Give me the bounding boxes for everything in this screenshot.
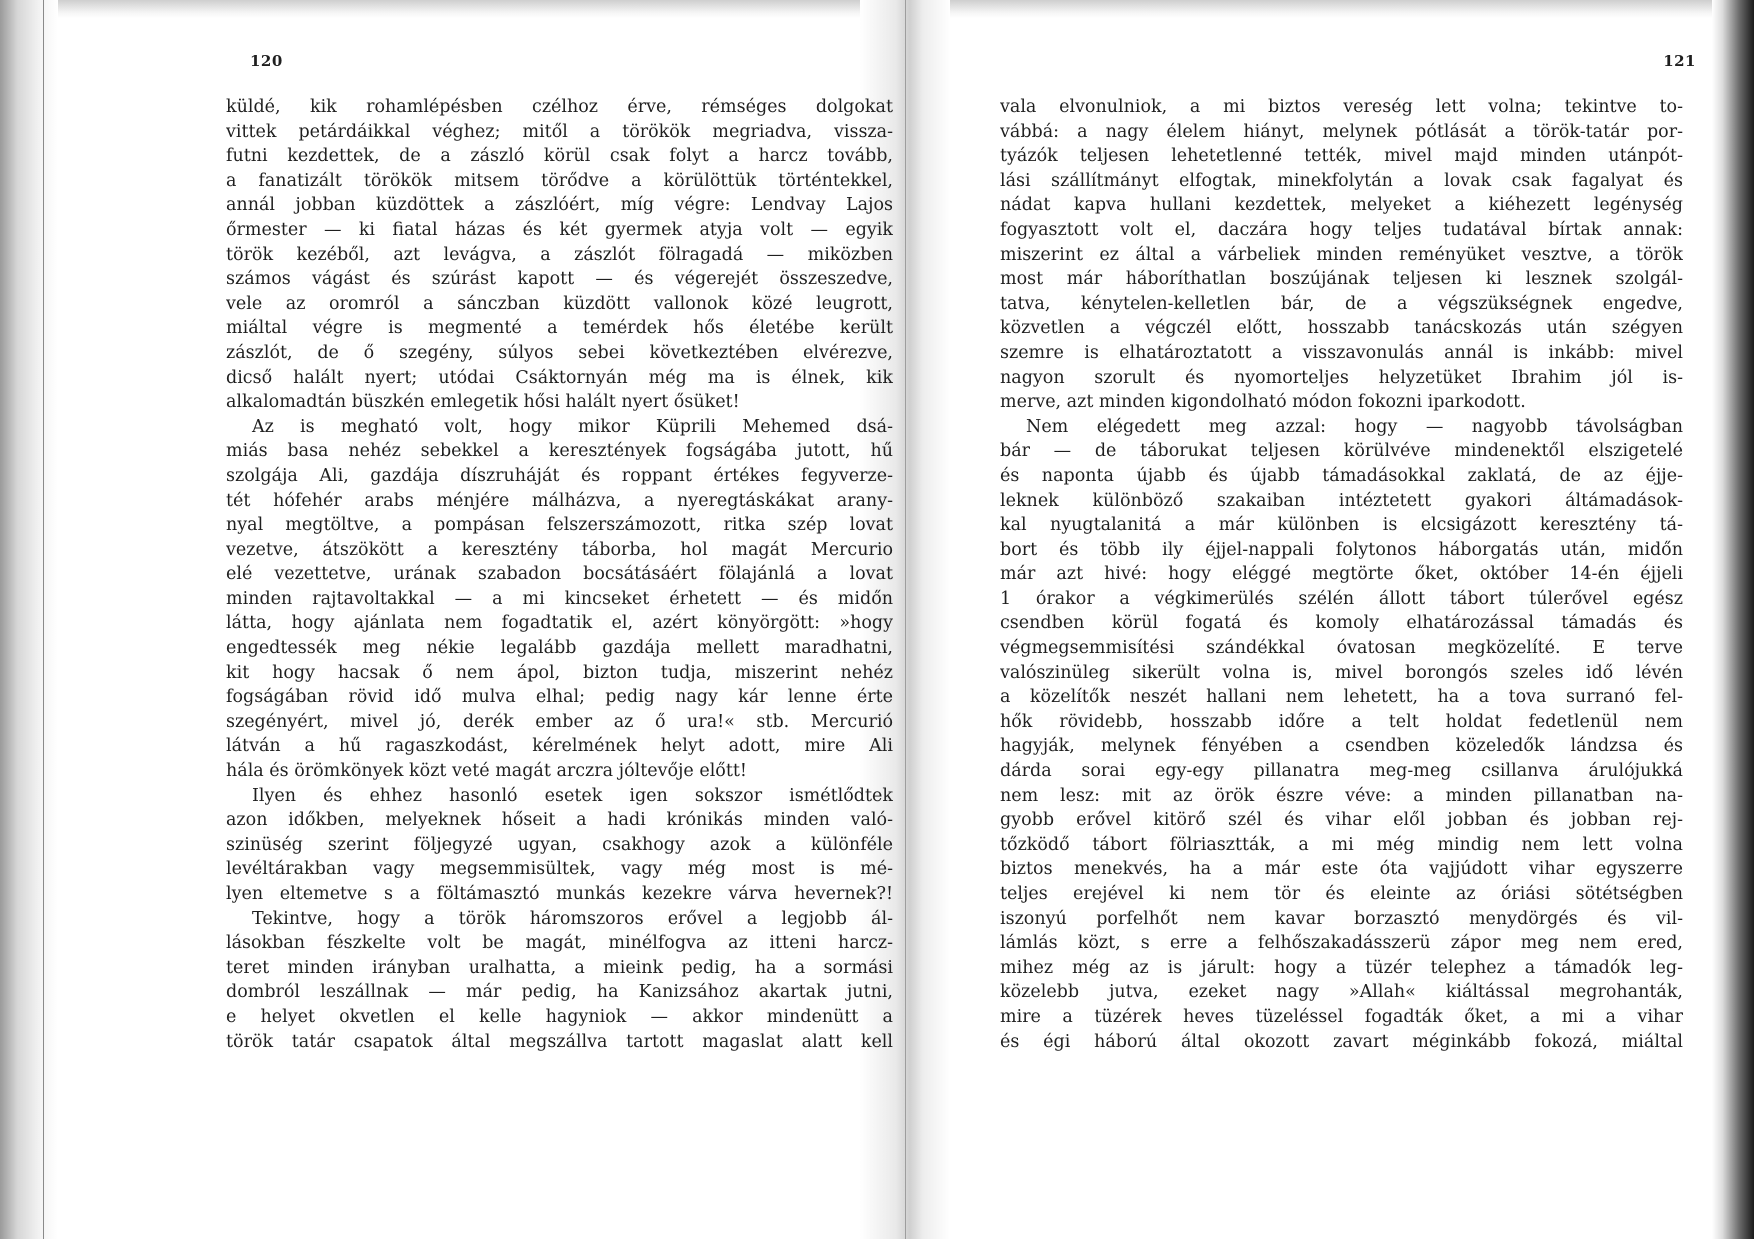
- text-line: futni kezdettek, de a zászló körül csak folyt a harcz tovább,: [226, 146, 893, 167]
- text-line: levéltárakban vagy megsemmisültek, vagy még most is mé-: [226, 859, 893, 880]
- text-line: török kezéből, azt levágva, a zászlót fölragadá — miközben: [226, 244, 893, 265]
- text-line: dicső halált nyert; utódai Csáktornyán még ma is élnek, kik: [226, 367, 893, 388]
- text-line: fogságában rövid idő mulva elhal; pedig nagy kár lenne érte: [226, 687, 893, 708]
- text-line: vezetve, átszökött a keresztény táborba, hol magát Mercurio: [226, 539, 893, 560]
- text-line: Nem elégedett meg azzal: hogy — nagyobb távolságban: [1026, 416, 1683, 437]
- text-line: látta, hogy ajánlata nem fogadtatik el, azért könyörgött: »hogy: [226, 613, 893, 634]
- text-line: Ilyen és ehhez hasonló esetek igen sokszor ismétlődtek: [252, 785, 893, 806]
- text-line: vittek petárdáikkal véghez; mitől a törökök megriadva, vissza-: [226, 121, 893, 142]
- text-line: lámlás közt, s erre a felhőszakadásszerü zápor meg nem ered,: [1000, 933, 1683, 954]
- text-line: már azt hivé: hogy eléggé megtörte őket, október 14-én éjjeli: [1000, 564, 1683, 585]
- text-line: számos vágást és szúrást kapott — és végerejét összeszedve,: [226, 269, 893, 290]
- text-line: gyobb erővel kitörő szél és vihar elől jobban és jobban rej-: [1000, 810, 1683, 831]
- text-line: szinüség szerint följegyzé ugyan, csakhogy azok a különféle: [226, 834, 893, 855]
- text-line: most már háboríthatlan boszújának teljesen ki lesznek szolgál-: [1000, 269, 1683, 290]
- text-line: dombról leszállnak — már pedig, ha Kanizsához akartak jutni,: [226, 982, 893, 1003]
- text-line: iszonyú porfelhőt nem kavar borzasztó menydörgés és vil-: [1000, 908, 1683, 929]
- text-line: elé vezettetve, urának szabadon bocsátásáért fölajánlá a lovat: [226, 564, 893, 585]
- text-line: bort és több ily éjjel-nappali folytonos háborgatás után, midőn: [1000, 539, 1683, 560]
- text-line: zászlót, de ő szegény, súlyos sebei következtében elvérezve,: [226, 342, 893, 363]
- text-line: teret minden irányban uralhatta, a mieink pedig, ha a sormási: [226, 957, 893, 978]
- text-line: a fanatizált törökök mitsem törődve a körülöttük történtekkel,: [226, 170, 893, 191]
- text-line: tatva, kénytelen-kelletlen bár, de a végszükségnek engedve,: [1000, 293, 1683, 314]
- text-line: lyen eltemetve s a föltámasztó munkás kezekre várva hevernek?!: [226, 884, 893, 904]
- text-line: tét hófehér arabs ménjére málházva, a nyeregtáskákat arany-: [226, 490, 893, 511]
- text-line: fogyasztott volt el, daczára hogy teljes tudatával bírtak annak:: [1000, 219, 1683, 240]
- text-line: bár — de táborukat teljesen körülvéve mindenektől elszigetelé: [1000, 441, 1683, 462]
- text-line: nagyon szorult és nyomorteljes helyzetüket Ibrahim jól is-: [1000, 367, 1683, 388]
- text-line: valószinüleg sikerült volna is, mivel borongós szeles idő lévén: [1000, 662, 1683, 683]
- text-line: nádat kapva hullani kezdettek, melyeket a kiéhezett legénység: [1000, 195, 1683, 216]
- text-line: és égi háború által okozott zavart méginkább fokozá, miáltal: [1000, 1031, 1683, 1052]
- text-line: tyázók teljesen lehetetlenné tették, mivel majd minden utánpót-: [1000, 146, 1683, 167]
- right-page-number: 121: [1663, 52, 1696, 70]
- text-line: szolgája Ali, gazdája díszruháját és roppant értékes fegyverze-: [226, 465, 893, 486]
- text-line: mire a tüzérek heves tüzeléssel fogadták őket, a mi a vihar: [1000, 1006, 1683, 1027]
- text-line: vábbá: a nagy élelem hiányt, melynek pótlását a török-tatár por-: [1000, 121, 1683, 142]
- text-line: csendben körül fogatá és komoly elhatározással támadás és: [1000, 613, 1683, 634]
- text-line: miás basa nehéz sebekkel a keresztények fogságába jutott, hű: [226, 441, 893, 462]
- right-book-edge: [1712, 0, 1754, 1239]
- text-line: hagyják, melynek fényében a csendben közeledők lándzsa és: [1000, 736, 1683, 757]
- text-line: vele az oromról a sánczban küzdött vallonok közé leugrott,: [226, 293, 893, 314]
- text-line: teljes erejével ki nem tör és eleinte az óriási sötétségben: [1000, 884, 1683, 904]
- text-line: török tatár csapatok által megszállva tartott magaslat alatt kell: [226, 1031, 893, 1052]
- text-line: minden rajtavoltakkal — a mi kincseket érhetett — és midőn: [226, 588, 893, 609]
- left-page: [58, 0, 893, 1239]
- text-line: közelebb jutva, ezeket nagy »Allah« kiáltással megrohanták,: [1000, 982, 1683, 1003]
- text-line: nyal megtöltve, a pompásan felszerszámozott, ritka szép lovat: [226, 515, 893, 536]
- text-line: Tekintve, hogy a török háromszoros erővel a legjobb ál-: [252, 908, 893, 929]
- left-page-number: 120: [250, 52, 283, 70]
- text-line: látván a hű ragaszkodást, kérelmének helyt adott, mire Ali: [226, 736, 893, 757]
- text-line: biztos menekvés, ha a már este óta vajjúdott vihar egyszerre: [1000, 859, 1683, 880]
- text-line: hők rövidebb, hosszabb időre a telt holdat fedetlenül nem: [1000, 711, 1683, 732]
- text-line: és naponta újabb és újabb támadásokkal zaklatá, de az éjje-: [1000, 465, 1683, 486]
- text-line: annál jobban küzdöttek a zászlóért, míg végre: Lendvay Lajos: [226, 195, 893, 216]
- text-line: merve, azt minden kigondolható módon fokozni iparkodott.: [1000, 392, 1526, 413]
- text-line: 1 órakor a végkimerülés szélén állott tábort túlerővel egész: [1000, 588, 1683, 609]
- text-line: lásokban fészkelte volt be magát, minélfogva az itteni harcz-: [226, 933, 893, 954]
- text-line: tőzködő tábort fölriasztták, a mi még mindig nem lett volna: [1000, 834, 1683, 855]
- text-line: közvetlen a végczél előtt, hosszabb tanácskozás után szégyen: [1000, 318, 1683, 339]
- text-line: őrmester — ki fiatal házas és két gyermek atyja volt — egyik: [226, 219, 893, 240]
- right-page: [950, 0, 1712, 1239]
- text-line: szemre is elhatároztatott a visszavonulás annál is inkább: mivel: [1000, 342, 1683, 363]
- text-line: e helyet okvetlen el kelle hagyniok — akkor mindenütt a: [226, 1006, 893, 1027]
- text-line: dárda sorai egy-egy pillanatra meg-meg csillanva árulójukká: [1000, 761, 1683, 782]
- text-line: vala elvonulniok, a mi biztos vereség lett volna; tekintve to-: [1000, 97, 1683, 117]
- right-page-text: [1000, 95, 1683, 1054]
- left-page-text: [226, 95, 893, 1054]
- text-line: hála és örömkönyek közt veté magát arczra jóltevője előtt!: [226, 761, 747, 782]
- text-line: kal nyugtalanitá a már különben is elcsigázott keresztény tá-: [1000, 515, 1683, 536]
- text-line: végmegsemmisítési szándékkal óvatosan megközelíté. E terve: [1000, 638, 1683, 659]
- text-line: leknek különböző szakaiban intéztetett gyakori áltámadások-: [1000, 490, 1683, 511]
- text-line: miszerint ez által a várbeliek minden reményüket vesztve, a török: [1000, 244, 1683, 265]
- text-line: mihez még az is járult: hogy a tüzér telephez a támadók leg-: [1000, 957, 1683, 978]
- text-line: a közelítők neszét hallani nem lehetett, ha a tova surranó fel-: [1000, 687, 1683, 708]
- text-line: Az is megható volt, hogy mikor Küprili Mehemed dsá-: [252, 416, 893, 437]
- text-line: miáltal végre is megmenté a temérdek hős életébe került: [226, 318, 893, 339]
- text-line: engedtessék meg nékie legalább gazdája mellett maradhatni,: [226, 638, 893, 659]
- left-book-edge: [0, 0, 58, 1239]
- text-line: alkalomadtán büszkén emlegetik hősi halált nyert ősüket!: [226, 392, 740, 413]
- text-line: azon időkben, melyeknek hőseit a hadi krónikás minden való-: [226, 810, 893, 831]
- text-line: küldé, kik rohamlépésben czélhoz érve, rémséges dolgokat: [226, 97, 893, 117]
- text-line: kit hogy hacsak ő nem ápol, bizton tudja, miszerint nehéz: [226, 662, 893, 683]
- text-line: nem lesz: mit az örök észre véve: a minden pillanatban na-: [1000, 785, 1683, 806]
- text-line: szegényért, mivel jó, derék ember az ő ura!« stb. Mercurió: [226, 711, 893, 732]
- text-line: lási szállítmányt elfogtak, minekfolytán a lovak csak fagalyat és: [1000, 170, 1683, 191]
